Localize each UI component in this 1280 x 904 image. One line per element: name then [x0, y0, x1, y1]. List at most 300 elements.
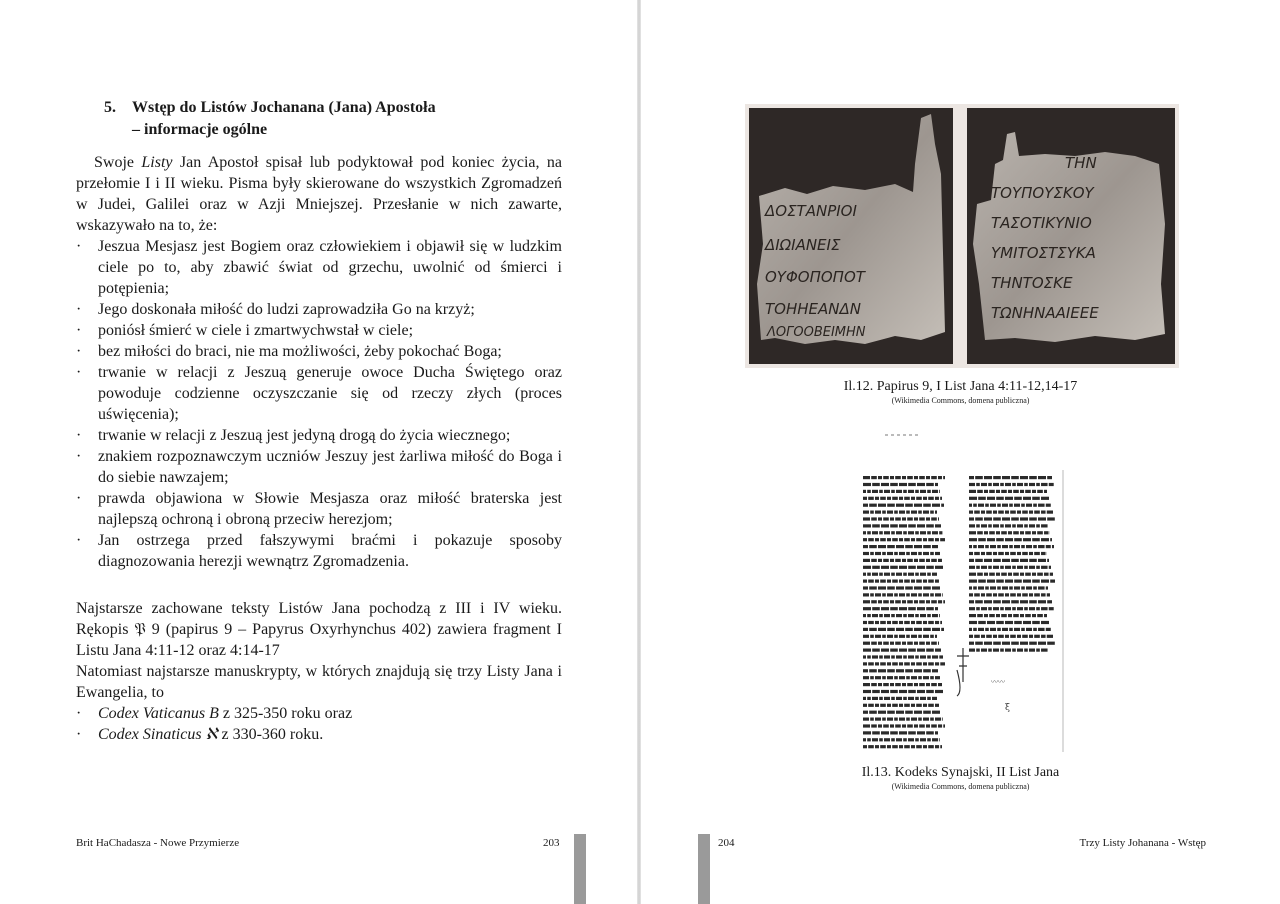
script-glyph-run: [1049, 483, 1054, 486]
script-glyph-run: [1014, 545, 1020, 548]
script-glyph-run: [1020, 531, 1024, 534]
script-glyph-run: [987, 497, 995, 500]
script-glyph-run: [928, 580, 934, 583]
papyrus-line: ΤΑΣΟΤΙΚΥΝΙΟ: [991, 214, 1092, 232]
script-glyph-run: [969, 559, 974, 562]
script-glyph-run: [1050, 538, 1052, 541]
script-glyph-run: [887, 711, 895, 714]
codex-name: Codex Sinaticus ℵ: [98, 726, 218, 743]
script-glyph-run: [1025, 531, 1031, 534]
script-glyph-run: [911, 497, 915, 500]
script-glyph-run: [935, 593, 941, 596]
script-glyph-run: [989, 573, 995, 576]
script-glyph-run: [1009, 545, 1013, 548]
script-glyph-run: [903, 614, 907, 617]
script-glyph-run: [938, 517, 939, 520]
script-glyph-run: [1005, 593, 1009, 596]
script-glyph-run: [1021, 545, 1025, 548]
script-glyph-run: [978, 538, 986, 541]
script-glyph-run: [984, 642, 992, 645]
script-glyph-run: [935, 524, 941, 527]
codex-name: Codex Vaticanus B: [98, 705, 219, 722]
script-glyph-run: [1020, 490, 1024, 493]
script-glyph-run: [878, 545, 886, 548]
script-glyph-run: [872, 614, 878, 617]
script-glyph-run: [928, 497, 934, 500]
script-glyph-run: [863, 614, 866, 617]
script-glyph-run: [903, 655, 907, 658]
script-glyph-run: [978, 504, 984, 507]
script-glyph-run: [1017, 607, 1023, 610]
script-glyph-run: [863, 683, 870, 686]
script-glyph-run: [984, 614, 988, 617]
script-glyph-run: [905, 504, 913, 507]
script-glyph-run: [923, 511, 929, 514]
script-glyph-run: [923, 704, 927, 707]
script-glyph-run: [882, 511, 886, 514]
script-glyph-run: [927, 697, 931, 700]
script-glyph-run: [1005, 524, 1011, 527]
script-glyph-run: [939, 490, 940, 493]
script-glyph-run: [1012, 649, 1016, 652]
script-glyph-run: [932, 504, 940, 507]
script-glyph-run: [878, 586, 886, 589]
figure2-caption: Il.13. Kodeks Synajski, II List Jana: [861, 765, 1060, 780]
script-glyph-run: [863, 718, 869, 721]
script-glyph-run: [892, 538, 898, 541]
script-glyph-run: [1036, 483, 1040, 486]
papyrus-line: ΤΗΝΤΟΣΚΕ: [991, 274, 1073, 292]
script-glyph-run: [894, 552, 898, 555]
script-glyph-run: [879, 573, 883, 576]
list-item: · trwanie w relacji z Jeszuą generuje owoce Ducha Świętego oraz powoduje codzienne oczyszczanie się od rzeczy złych (proces uświęcenia);: [76, 362, 562, 425]
script-glyph-run: [875, 593, 881, 596]
script-glyph-run: [973, 628, 977, 631]
script-glyph-run: [911, 676, 917, 679]
script-glyph-run: [1013, 490, 1019, 493]
script-glyph-run: [892, 497, 898, 500]
script-glyph-run: [926, 724, 930, 727]
script-glyph-run: [1009, 586, 1013, 589]
script-glyph-run: [1038, 545, 1045, 548]
script-glyph-run: [926, 607, 934, 610]
script-glyph-run: [907, 600, 913, 603]
script-glyph-run: [935, 718, 941, 721]
script-glyph-run: [927, 614, 931, 617]
script-glyph-run: [931, 642, 937, 645]
script-glyph-run: [1020, 600, 1028, 603]
script-glyph-run: [978, 621, 986, 624]
script-glyph-run: [985, 628, 989, 631]
script-glyph-run: [875, 745, 879, 748]
manuscripts-section: [76, 598, 562, 745]
script-glyph-run: [1041, 524, 1048, 527]
script-glyph-run: [1037, 614, 1043, 617]
script-glyph-run: [911, 538, 915, 541]
script-glyph-run: [969, 511, 973, 514]
script-glyph-run: [978, 580, 986, 583]
script-glyph-run: [969, 580, 977, 583]
script-glyph-run: [976, 483, 980, 486]
script-glyph-run: [871, 600, 877, 603]
script-glyph-run: [863, 490, 866, 493]
script-glyph-run: [887, 580, 891, 583]
script-glyph-run: [887, 669, 895, 672]
script-glyph-run: [871, 517, 877, 520]
script-glyph-run: [887, 676, 893, 679]
script-glyph-run: [869, 628, 877, 631]
script-glyph-run: [981, 511, 985, 514]
script-glyph-run: [863, 745, 867, 748]
script-glyph-run: [891, 614, 895, 617]
script-glyph-run: [932, 738, 938, 741]
script-glyph-run: [872, 655, 878, 658]
script-glyph-run: [907, 642, 913, 645]
script-glyph-run: [911, 552, 917, 555]
script-glyph-run: [904, 745, 910, 748]
script-glyph-run: [1021, 628, 1025, 631]
script-glyph-run: [988, 483, 992, 486]
script-glyph-run: [908, 566, 916, 569]
script-glyph-run: [908, 573, 914, 576]
script-glyph-run: [969, 593, 973, 596]
script-glyph-run: [987, 621, 995, 624]
script-glyph-run: [923, 628, 931, 631]
script-glyph-run: [926, 649, 934, 652]
script-glyph-run: [1005, 635, 1009, 638]
script-glyph-run: [1029, 511, 1033, 514]
script-glyph-run: [916, 497, 922, 500]
script-glyph-run: [878, 600, 882, 603]
script-glyph-run: [986, 552, 992, 555]
script-glyph-run: [1005, 552, 1009, 555]
script-glyph-run: [1024, 649, 1028, 652]
script-glyph-run: [1014, 621, 1022, 624]
script-glyph-run: [996, 614, 1000, 617]
script-glyph-run: [1047, 476, 1052, 479]
script-glyph-run: [1038, 476, 1046, 479]
script-glyph-run: [878, 669, 886, 672]
script-glyph-run: [899, 649, 907, 652]
script-glyph-run: [894, 718, 898, 721]
script-glyph-run: [993, 517, 1001, 520]
script-glyph-run: [871, 642, 877, 645]
script-glyph-run: [969, 649, 975, 652]
script-glyph-run: [989, 531, 995, 534]
script-glyph-run: [1029, 476, 1037, 479]
script-glyph-run: [899, 566, 907, 569]
script-glyph-run: [1014, 586, 1020, 589]
script-glyph-run: [890, 731, 898, 734]
script-glyph-run: [863, 545, 868, 548]
script-glyph-run: [887, 586, 895, 589]
script-glyph-run: [891, 531, 895, 534]
script-glyph-run: [1032, 573, 1036, 576]
script-glyph-run: [916, 538, 922, 541]
script-glyph-run: [911, 580, 915, 583]
script-glyph-run: [871, 724, 877, 727]
script-glyph-run: [943, 724, 945, 727]
script-glyph-run: [902, 517, 906, 520]
script-glyph-run: [863, 593, 869, 596]
script-glyph-run: [990, 545, 996, 548]
script-glyph-run: [1044, 573, 1049, 576]
script-glyph-run: [969, 621, 977, 624]
list-item: · prawda objawiona w Słowie Mesjasza oraz miłość braterska jest najlepszą ochroną i obroną przeciw herezjom;: [76, 488, 562, 530]
script-glyph-run: [969, 614, 976, 617]
script-glyph-run: [875, 676, 881, 679]
script-glyph-run: [906, 552, 910, 555]
script-glyph-run: [932, 586, 940, 589]
script-glyph-run: [868, 745, 874, 748]
script-glyph-run: [911, 745, 915, 748]
script-glyph-run: [915, 614, 919, 617]
script-glyph-run: [1029, 635, 1033, 638]
script-glyph-run: [996, 490, 1000, 493]
section-number: 5.: [104, 99, 116, 116]
script-glyph-run: [881, 649, 889, 652]
script-glyph-run: [881, 690, 889, 693]
script-glyph-run: [935, 731, 938, 734]
script-glyph-run: [907, 683, 913, 686]
script-glyph-run: [975, 600, 983, 603]
script-glyph-run: [890, 559, 894, 562]
script-glyph-run: [1032, 490, 1036, 493]
script-glyph-run: [975, 476, 983, 479]
codex-date: z 330-360 roku.: [217, 726, 324, 743]
script-glyph-run: [941, 504, 944, 507]
script-glyph-run: [935, 621, 939, 624]
script-glyph-run: [1012, 524, 1016, 527]
script-glyph-run: [973, 545, 977, 548]
script-glyph-run: [1029, 517, 1037, 520]
script-glyph-run: [976, 607, 980, 610]
script-glyph-run: [887, 497, 891, 500]
script-glyph-run: [915, 490, 919, 493]
script-glyph-run: [1036, 649, 1040, 652]
script-glyph-run: [1032, 621, 1040, 624]
script-glyph-run: [993, 511, 997, 514]
script-glyph-run: [1034, 635, 1040, 638]
list-item: [76, 703, 562, 724]
script-glyph-run: [1001, 573, 1007, 576]
script-glyph-run: [969, 483, 975, 486]
script-glyph-run: [1005, 511, 1009, 514]
script-glyph-run: [1041, 580, 1049, 583]
script-glyph-run: [969, 517, 974, 520]
script-glyph-run: [1046, 545, 1051, 548]
script-glyph-run: [940, 662, 945, 665]
script-glyph-run: [1029, 593, 1033, 596]
footer-book-title: Brit HaChadasza - Nowe Przymierze: [76, 837, 240, 849]
script-glyph-run: [923, 621, 927, 624]
script-glyph-run: [863, 669, 868, 672]
script-glyph-run: [935, 690, 943, 693]
script-glyph-run: [1002, 642, 1010, 645]
script-glyph-run: [863, 621, 867, 624]
script-glyph-run: [920, 614, 926, 617]
script-glyph-run: [902, 683, 906, 686]
script-glyph-run: [1013, 573, 1019, 576]
script-glyph-run: [1032, 497, 1040, 500]
script-glyph-run: [878, 517, 882, 520]
script-glyph-run: [969, 497, 977, 500]
script-glyph-run: [906, 676, 910, 679]
script-glyph-run: [932, 711, 940, 714]
script-glyph-run: [890, 607, 898, 610]
script-glyph-run: [977, 490, 983, 493]
script-glyph-run: [931, 724, 937, 727]
script-glyph-run: [881, 607, 889, 610]
script-glyph-run: [894, 511, 898, 514]
script-glyph-run: [935, 483, 938, 486]
script-glyph-run: [915, 697, 919, 700]
script-glyph-run: [1041, 649, 1048, 652]
script-glyph-run: [868, 538, 874, 541]
script-glyph-run: [908, 731, 916, 734]
script-glyph-run: [887, 545, 895, 548]
script-glyph-run: [988, 524, 992, 527]
script-glyph-run: [880, 662, 886, 665]
papyrus-line: ΤΩΝΗΝΑΑΙΕΕΕ: [991, 304, 1099, 322]
script-glyph-run: [1025, 573, 1031, 576]
script-glyph-run: [880, 621, 886, 624]
script-glyph-run: [892, 745, 898, 748]
script-glyph-run: [938, 683, 942, 686]
script-glyph-run: [896, 586, 904, 589]
script-glyph-run: [914, 545, 922, 548]
script-glyph-run: [917, 483, 925, 486]
script-glyph-run: [911, 511, 917, 514]
script-glyph-run: [1036, 566, 1040, 569]
script-glyph-run: [1010, 635, 1016, 638]
script-glyph-run: [914, 628, 922, 631]
script-glyph-run: [942, 718, 943, 721]
script-glyph-run: [1002, 586, 1008, 589]
list-item: · Jan ostrzega przed fałszywymi braćmi i pokazuje sposoby diagnozowania herezji wewnątrz Zgromadzenia.: [76, 530, 562, 572]
script-glyph-run: [969, 642, 974, 645]
script-glyph-run: [978, 497, 986, 500]
script-glyph-run: [894, 676, 898, 679]
script-glyph-run: [911, 704, 915, 707]
script-glyph-run: [1047, 593, 1050, 596]
script-glyph-run: [896, 614, 902, 617]
script-glyph-run: [1046, 586, 1048, 589]
intro-text-post: Jan Apostoł spisał lub podyktował pod koniec życia, na przełomie I i II wieku. Pisma były skierowane do wszystkich Zgromadzeń w Judei, Galilei oraz w Azji Mniejszej. Przesłanie w nich zawarte, wskazywało na to, że:: [76, 154, 563, 234]
script-glyph-run: [1011, 559, 1019, 562]
script-glyph-run: [1047, 600, 1052, 603]
script-glyph-run: [1032, 614, 1036, 617]
script-glyph-run: [896, 531, 902, 534]
script-glyph-run: [884, 697, 890, 700]
script-glyph-run: [918, 552, 922, 555]
script-glyph-run: [1009, 504, 1013, 507]
script-glyph-run: [905, 545, 913, 548]
script-glyph-run: [899, 511, 905, 514]
script-glyph-run: [1002, 517, 1010, 520]
script-glyph-run: [869, 545, 877, 548]
script-glyph-run: [1020, 614, 1024, 617]
papyrus-line: ΟΥΦΟΠΟΠΟΤ: [765, 268, 865, 286]
script-glyph-run: [927, 531, 931, 534]
script-glyph-run: [899, 593, 905, 596]
script-glyph-run: [1038, 504, 1045, 507]
script-glyph-run: [993, 566, 999, 569]
script-glyph-run: [940, 621, 942, 624]
script-glyph-run: [903, 531, 907, 534]
script-glyph-run: [928, 662, 934, 665]
script-glyph-run: [919, 600, 925, 603]
script-glyph-run: [990, 586, 996, 589]
script-glyph-run: [878, 683, 882, 686]
script-glyph-run: [904, 662, 910, 665]
script-glyph-run: [1000, 607, 1004, 610]
script-glyph-run: [890, 683, 894, 686]
script-glyph-run: [1002, 559, 1010, 562]
script-glyph-run: [867, 697, 871, 700]
script-glyph-run: [899, 552, 905, 555]
script-glyph-run: [923, 538, 927, 541]
script-glyph-run: [914, 476, 918, 479]
script-glyph-run: [863, 649, 871, 652]
script-glyph-run: [1014, 580, 1022, 583]
script-glyph-run: [930, 718, 934, 721]
script-glyph-run: [1023, 621, 1031, 624]
script-glyph-run: [1020, 642, 1028, 645]
script-glyph-run: [984, 573, 988, 576]
script-glyph-run: [938, 600, 942, 603]
script-glyph-run: [977, 573, 983, 576]
script-glyph-run: [896, 655, 902, 658]
script-glyph-run: [998, 635, 1004, 638]
script-glyph-run: [993, 642, 1001, 645]
script-glyph-run: [927, 490, 931, 493]
script-glyph-run: [940, 497, 942, 500]
script-glyph-run: [1010, 593, 1016, 596]
list-item: · trwanie w relacji z Jeszuą jest jedyną drogą do życia wiecznego;: [76, 425, 562, 446]
script-glyph-run: [1049, 566, 1051, 569]
script-glyph-run: [875, 635, 881, 638]
script-glyph-run: [892, 621, 898, 624]
script-glyph-run: [984, 531, 988, 534]
script-glyph-run: [919, 683, 925, 686]
script-glyph-run: [998, 511, 1004, 514]
script-glyph-run: [1005, 649, 1011, 652]
script-glyph-run: [908, 649, 916, 652]
script-glyph-run: [891, 738, 895, 741]
script-glyph-run: [943, 600, 945, 603]
script-glyph-run: [887, 552, 893, 555]
script-glyph-run: [969, 635, 973, 638]
script-glyph-run: [908, 738, 914, 741]
papyrus-figure: [745, 104, 1179, 368]
script-glyph-run: [896, 628, 904, 631]
script-glyph-run: [1037, 531, 1043, 534]
script-glyph-run: [863, 628, 868, 631]
script-glyph-run: [915, 738, 919, 741]
script-glyph-run: [892, 662, 898, 665]
script-glyph-run: [1001, 614, 1007, 617]
papyrus-line: ΔΙΩΙΑΝΕΙΣ: [765, 236, 841, 254]
script-glyph-run: [878, 642, 882, 645]
script-glyph-run: [935, 566, 943, 569]
script-glyph-run: [930, 552, 934, 555]
script-glyph-run: [1038, 586, 1045, 589]
script-glyph-run: [1005, 566, 1011, 569]
script-glyph-run: [981, 593, 985, 596]
script-glyph-run: [1010, 552, 1016, 555]
script-glyph-run: [1026, 586, 1032, 589]
